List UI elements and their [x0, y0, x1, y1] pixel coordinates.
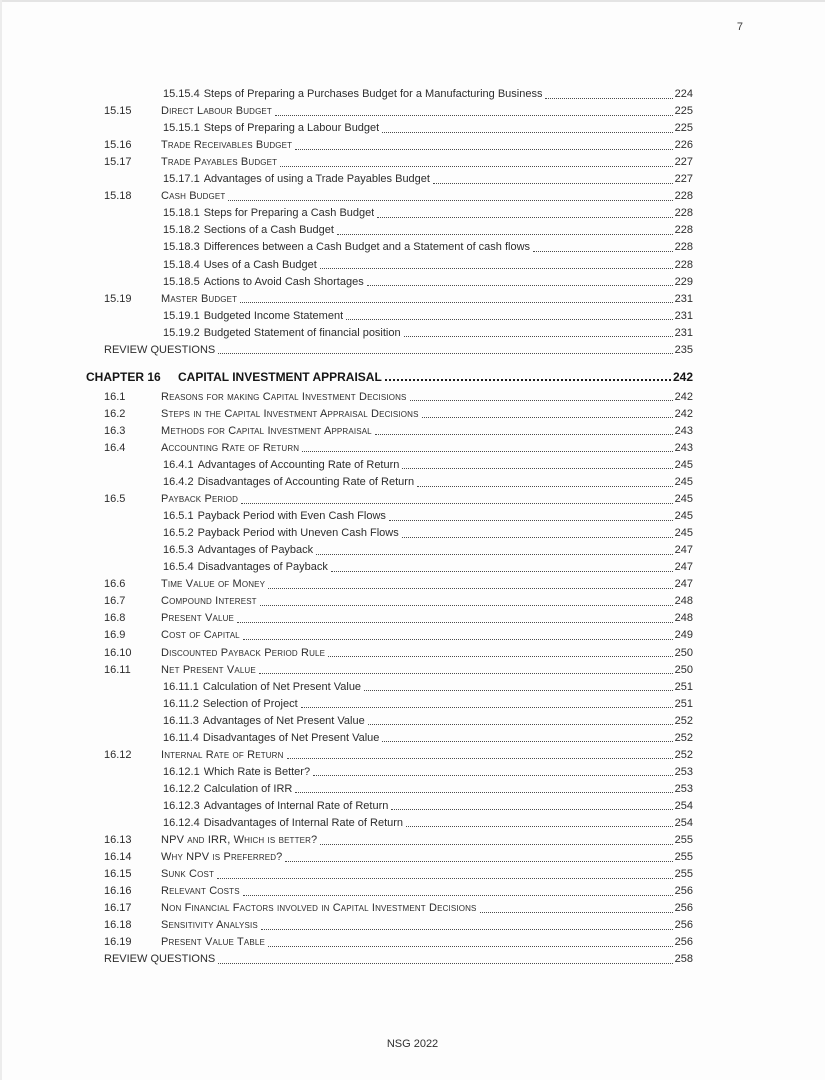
toc-entry-row	[86, 677, 693, 694]
toc-entry-title: Sunk Cost	[161, 868, 215, 881]
chapter-title: CAPITAL INVESTMENT APPRAISAL	[178, 369, 382, 384]
toc-entry-page: 228	[674, 258, 693, 271]
toc-entry-page: 227	[674, 156, 693, 169]
toc-entry-number: 16.4	[104, 441, 126, 454]
toc-entry-row	[86, 660, 693, 677]
toc-entry-title: REVIEW QUESTIONS	[104, 953, 216, 966]
toc-entry-row	[86, 830, 693, 847]
toc-entry-number: 16.5	[104, 493, 126, 506]
dot-leader	[285, 861, 672, 862]
toc-entry-title: Which Rate is Better?	[203, 765, 311, 778]
toc-entry-number: 16.11.2	[163, 697, 199, 710]
dot-leader	[402, 468, 672, 469]
toc-entry-number: 16.3	[104, 424, 126, 437]
toc-entry-row	[86, 864, 693, 881]
toc-entry-number: 16.10	[104, 646, 132, 659]
toc-entry-row	[86, 323, 693, 340]
toc-entry-row	[86, 472, 693, 489]
toc-entry-row	[86, 506, 693, 523]
toc-entry-number: 16.12.1	[163, 765, 200, 778]
toc-entry-title: Advantages of Accounting Rate of Return	[197, 458, 400, 471]
toc-entry-title: Internal Rate of Return	[161, 748, 284, 761]
toc-entry-page: 235	[674, 343, 693, 356]
toc-entry-title: Present Value	[161, 612, 235, 625]
toc-entry-row	[86, 523, 693, 540]
toc-entry-title: Relevant Costs	[161, 885, 240, 898]
toc-entry-title: Sensitivity Analysis	[161, 919, 258, 932]
toc-entry-page: 229	[674, 275, 693, 288]
toc-entry-row	[86, 779, 693, 796]
toc-chapter-row	[86, 366, 693, 384]
toc-entry-page: 228	[674, 207, 693, 220]
toc-entry-row	[86, 728, 693, 745]
dot-leader	[382, 741, 672, 742]
toc-entry-title: Master Budget	[161, 292, 238, 305]
toc-entry-row	[86, 387, 693, 404]
dot-leader	[243, 639, 673, 640]
toc-entry-title: Non Financial Factors involved in Capital Investment Decisions	[161, 902, 477, 915]
toc-entry-page: 251	[674, 697, 693, 710]
toc-entry-title: Actions to Avoid Cash Shortages	[203, 275, 364, 288]
dot-leader	[382, 132, 672, 133]
toc-entry-title: Sections of a Cash Budget	[203, 224, 334, 237]
toc-entry-number: 16.12.4	[163, 816, 200, 829]
toc-entry-title: Budgeted Income Statement	[203, 309, 344, 322]
toc-entry-number: 16.5.2	[163, 527, 194, 540]
dot-leader	[320, 844, 672, 845]
toc-entry-number: 15.18.2	[163, 224, 200, 237]
toc-entry-title: Why NPV is Preferred?	[161, 851, 283, 864]
dot-leader	[367, 285, 673, 286]
toc-entry-title: Time Value of Money	[161, 578, 266, 591]
toc-entry-title: Compound Interest	[161, 595, 257, 608]
dot-leader	[261, 929, 673, 930]
toc-entry-page: 256	[674, 936, 693, 949]
dot-leader	[385, 379, 671, 381]
toc-entry-row	[86, 455, 693, 472]
toc-entry-number: 16.15	[104, 868, 132, 881]
dot-leader	[302, 451, 672, 452]
toc-entry-title: Advantages of Net Present Value	[202, 714, 365, 727]
toc-entry-row	[86, 932, 693, 949]
toc-entry-row	[86, 340, 693, 357]
toc-entry-page: 256	[674, 885, 693, 898]
toc-entry-page: 231	[674, 309, 693, 322]
toc-entry-row	[86, 237, 693, 254]
toc-entry-page: 255	[674, 834, 693, 847]
dot-leader	[320, 268, 673, 269]
toc-entry-number: 16.7	[104, 595, 126, 608]
toc-entry-row	[86, 118, 693, 135]
toc-entry-page: 247	[674, 578, 693, 591]
toc-entry-row	[86, 169, 693, 186]
toc-entry-page: 245	[674, 476, 693, 489]
toc-entry-number: 16.19	[104, 936, 132, 949]
toc-entry-row	[86, 642, 693, 659]
toc-entry-number: 15.18	[104, 190, 132, 203]
dot-leader	[228, 200, 672, 201]
toc-entry-page: 252	[674, 731, 693, 744]
toc-entry-number: 15.19.2	[163, 326, 200, 339]
toc-entry-row	[86, 186, 693, 203]
dot-leader	[533, 251, 673, 252]
dot-leader	[417, 486, 673, 487]
dot-leader	[259, 673, 673, 674]
dot-leader	[364, 690, 673, 691]
toc-entry-title: Trade Payables Budget	[161, 156, 278, 169]
page-left-edge	[0, 0, 2, 1080]
toc-entry-number: 16.11	[104, 663, 131, 676]
dot-leader	[404, 336, 673, 337]
toc-entry-number: 15.18.1	[163, 207, 200, 220]
toc-entry-title: Accounting Rate of Return	[161, 441, 300, 454]
page-number: 7	[736, 21, 743, 33]
toc-entry-number: 16.12.3	[163, 799, 200, 812]
toc-entry-row	[86, 949, 693, 966]
toc-entry-page: 251	[674, 680, 693, 693]
toc-entry-number: 16.1	[104, 390, 126, 403]
toc-entry-number: 15.15	[104, 105, 132, 118]
dot-leader	[422, 417, 673, 418]
toc-entry-page: 248	[674, 612, 693, 625]
toc-entry-title: Payback Period with Uneven Cash Flows	[197, 527, 399, 540]
toc-entry-title: Steps of Preparing a Labour Budget	[203, 122, 380, 135]
toc-entry-row	[86, 898, 693, 915]
toc-entry-page: 226	[674, 139, 693, 152]
toc-entry-page: 249	[674, 629, 693, 642]
dot-leader	[313, 775, 673, 776]
toc-entry-row	[86, 84, 693, 101]
toc-entry-title: Advantages of Internal Rate of Return	[203, 799, 389, 812]
toc-entry-title: Direct Labour Budget	[161, 105, 272, 118]
dot-leader	[218, 963, 672, 964]
toc-entry-page: 254	[674, 799, 693, 812]
toc-entry-page: 242	[674, 390, 693, 403]
toc-entry-page: 245	[674, 527, 693, 540]
toc-entry-row	[86, 591, 693, 608]
toc-entry-page: 254	[674, 816, 693, 829]
toc-entry-row	[86, 438, 693, 455]
dot-leader	[295, 792, 672, 793]
toc-entry-title: Reasons for making Capital Investment Decisions	[161, 390, 407, 403]
toc-entry-row	[86, 711, 693, 728]
toc-entry-title: Discounted Payback Period Rule	[161, 646, 326, 659]
toc-entry-number: 16.11.3	[163, 714, 199, 727]
toc-entry-title: Payback Period	[161, 493, 239, 506]
toc-entry-row	[86, 847, 693, 864]
toc-entry-number: 15.19.1	[163, 309, 200, 322]
toc-entry-page: 252	[674, 714, 693, 727]
toc-entry-title: Net Present Value	[161, 663, 256, 676]
toc-entry-row	[86, 421, 693, 438]
toc-entry-page: 242	[672, 369, 693, 384]
toc-entry-title: Uses of a Cash Budget	[203, 258, 317, 271]
toc-entry-title: Steps for Preparing a Cash Budget	[203, 207, 375, 220]
toc-entry-page: 252	[674, 748, 693, 761]
toc-entry-row	[86, 762, 693, 779]
toc-entry-page: 243	[674, 424, 693, 437]
dot-leader	[287, 758, 673, 759]
toc-entry-page: 245	[674, 493, 693, 506]
chapter-label: CHAPTER 16	[86, 369, 161, 384]
toc-entry-number: 16.11.4	[163, 731, 199, 744]
dot-leader	[218, 353, 672, 354]
toc-entry-row	[86, 745, 693, 762]
toc-entry-row	[86, 694, 693, 711]
toc-entry-title: Disadvantages of Net Present Value	[202, 731, 380, 744]
toc-entry-page: 242	[674, 407, 693, 420]
toc-entry-row	[86, 608, 693, 625]
toc-entry-row	[86, 152, 693, 169]
toc-entry-row	[86, 557, 693, 574]
toc-entry-number: 15.17	[104, 156, 132, 169]
dot-leader	[268, 588, 673, 589]
toc-entry-number: 15.18.5	[163, 275, 200, 288]
toc-entry-number: 15.16	[104, 139, 132, 152]
toc-entry-number: 16.17	[104, 902, 132, 915]
toc-entry-number: 16.18	[104, 919, 132, 932]
toc-entry-number: 16.2	[104, 407, 126, 420]
dot-leader	[331, 571, 673, 572]
toc-entry-page: 224	[674, 88, 693, 101]
toc-entry-number: 16.12	[104, 748, 132, 761]
toc-entry-number: 15.15.4	[163, 88, 200, 101]
toc-entry-number: 15.17.1	[163, 173, 200, 186]
toc-entry-row	[86, 574, 693, 591]
toc-entry-number: 16.12.2	[163, 782, 200, 795]
dot-leader	[346, 319, 673, 320]
dot-leader	[389, 520, 673, 521]
toc-entry-row	[86, 135, 693, 152]
toc-entry-page: 250	[674, 663, 693, 676]
toc-entry-title: Differences between a Cash Budget and a Statement of cash flows	[203, 241, 531, 254]
toc-entry-row	[86, 203, 693, 220]
toc-entry-number: 16.11.1	[163, 680, 199, 693]
toc-entry-title: NPV and IRR, Which is better?	[161, 834, 318, 847]
dot-leader	[377, 217, 672, 218]
toc-entry-page: 231	[674, 326, 693, 339]
toc-entry-page: 250	[674, 646, 693, 659]
toc-entry-number: 16.4.1	[163, 458, 194, 471]
dot-leader	[237, 622, 673, 623]
toc-entry-title: REVIEW QUESTIONS	[104, 343, 216, 356]
toc-entry-page: 248	[674, 595, 693, 608]
toc-entry-page: 247	[674, 544, 693, 557]
dot-leader	[410, 400, 673, 401]
toc-entry-row	[86, 101, 693, 118]
toc-entry-row	[86, 813, 693, 830]
toc-entry-page: 227	[674, 173, 693, 186]
toc-entry-number: 15.19	[104, 292, 132, 305]
toc-entry-number: 15.18.4	[163, 258, 200, 271]
dot-leader	[301, 707, 673, 708]
dot-leader	[316, 554, 672, 555]
toc-entry-title: Selection of Project	[202, 697, 298, 710]
page-top-edge	[0, 0, 825, 2]
toc-entry-page: 228	[674, 224, 693, 237]
toc-entry-title: Payback Period with Even Cash Flows	[197, 510, 386, 523]
toc-entry-number: 16.8	[104, 612, 126, 625]
dot-leader	[240, 302, 672, 303]
dot-leader	[243, 895, 673, 896]
toc-entry-title: Calculation of IRR	[203, 782, 293, 795]
toc-entry-row	[86, 272, 693, 289]
dot-leader	[337, 234, 673, 235]
toc-entry-row	[86, 796, 693, 813]
toc-list	[86, 84, 693, 966]
dot-leader	[275, 115, 673, 116]
toc-entry-number: 16.9	[104, 629, 126, 642]
dot-leader	[241, 503, 673, 504]
toc-entry-row	[86, 289, 693, 306]
toc-entry-row	[86, 625, 693, 642]
toc-entry-row	[86, 915, 693, 932]
dot-leader	[280, 166, 672, 167]
dot-leader	[260, 605, 673, 606]
toc-entry-page: 243	[674, 441, 693, 454]
toc-entry-number: 16.5.4	[163, 561, 194, 574]
toc-entry-page: 228	[674, 241, 693, 254]
toc-entry-number: 16.4.2	[163, 476, 194, 489]
toc-entry-row	[86, 306, 693, 323]
toc-entry-page: 253	[674, 765, 693, 778]
toc-entry-page: 256	[674, 919, 693, 932]
toc-entry-title: Disadvantages of Internal Rate of Return	[203, 816, 404, 829]
toc-entry-title: Trade Receivables Budget	[161, 139, 293, 152]
toc-entry-row	[86, 220, 693, 237]
toc-entry-page: 245	[674, 510, 693, 523]
dot-leader	[217, 878, 673, 879]
toc-entry-page: 255	[674, 851, 693, 864]
toc-entry-title: Present Value Table	[161, 936, 265, 949]
toc-entry-number: 16.14	[104, 851, 132, 864]
toc-entry-number: 15.18.3	[163, 241, 200, 254]
toc-entry-row	[86, 540, 693, 557]
toc-entry-title: Disadvantages of Accounting Rate of Return	[197, 476, 415, 489]
toc-entry-row	[86, 881, 693, 898]
dot-leader	[406, 826, 673, 827]
toc-entry-page: 255	[674, 868, 693, 881]
dot-leader	[480, 912, 673, 913]
toc-entry-number: 15.15.1	[163, 122, 200, 135]
toc-entry-number: 16.5.1	[163, 510, 194, 523]
toc-entry-row	[86, 254, 693, 271]
toc-entry-title: Disadvantages of Payback	[197, 561, 328, 574]
toc-entry-page: 247	[674, 561, 693, 574]
toc-entry-page: 245	[674, 458, 693, 471]
dot-leader	[402, 537, 673, 538]
toc-entry-page: 225	[674, 105, 693, 118]
toc-entry-title: Cash Budget	[161, 190, 226, 203]
dot-leader	[433, 183, 673, 184]
toc-entry-page: 228	[674, 190, 693, 203]
toc-entry-number: 16.6	[104, 578, 126, 591]
dot-leader	[368, 724, 673, 725]
toc-entry-row	[86, 404, 693, 421]
dot-leader	[545, 98, 672, 99]
toc-entry-page: 258	[674, 953, 693, 966]
toc-entry-title: Cost of Capital	[161, 629, 240, 642]
toc-entry-title: Methods for Capital Investment Appraisal	[161, 424, 372, 437]
toc-entry-page: 225	[674, 122, 693, 135]
toc-entry-title: Steps of Preparing a Purchases Budget for a Manufacturing Business	[203, 88, 543, 101]
toc-entry-number: 16.16	[104, 885, 132, 898]
toc-entry-title: Advantages of using a Trade Payables Budget	[203, 173, 430, 186]
toc-entry-number: 16.13	[104, 834, 132, 847]
footer-text: NSG 2022	[386, 1038, 439, 1050]
toc-entry-title: Calculation of Net Present Value	[202, 680, 362, 693]
toc-entry-title: Advantages of Payback	[197, 544, 314, 557]
dot-leader	[375, 434, 673, 435]
toc-entry-page: 256	[674, 902, 693, 915]
toc-entry-number: 16.5.3	[163, 544, 194, 557]
dot-leader	[328, 656, 673, 657]
toc-entry-page: 253	[674, 782, 693, 795]
dot-leader	[268, 946, 673, 947]
dot-leader	[295, 149, 672, 150]
toc-entry-row	[86, 489, 693, 506]
toc-entry-page: 231	[674, 292, 693, 305]
toc-entry-title: Budgeted Statement of financial position	[203, 326, 401, 339]
dot-leader	[391, 809, 672, 810]
toc-entry-title: Steps in the Capital Investment Appraisal Decisions	[161, 407, 419, 420]
